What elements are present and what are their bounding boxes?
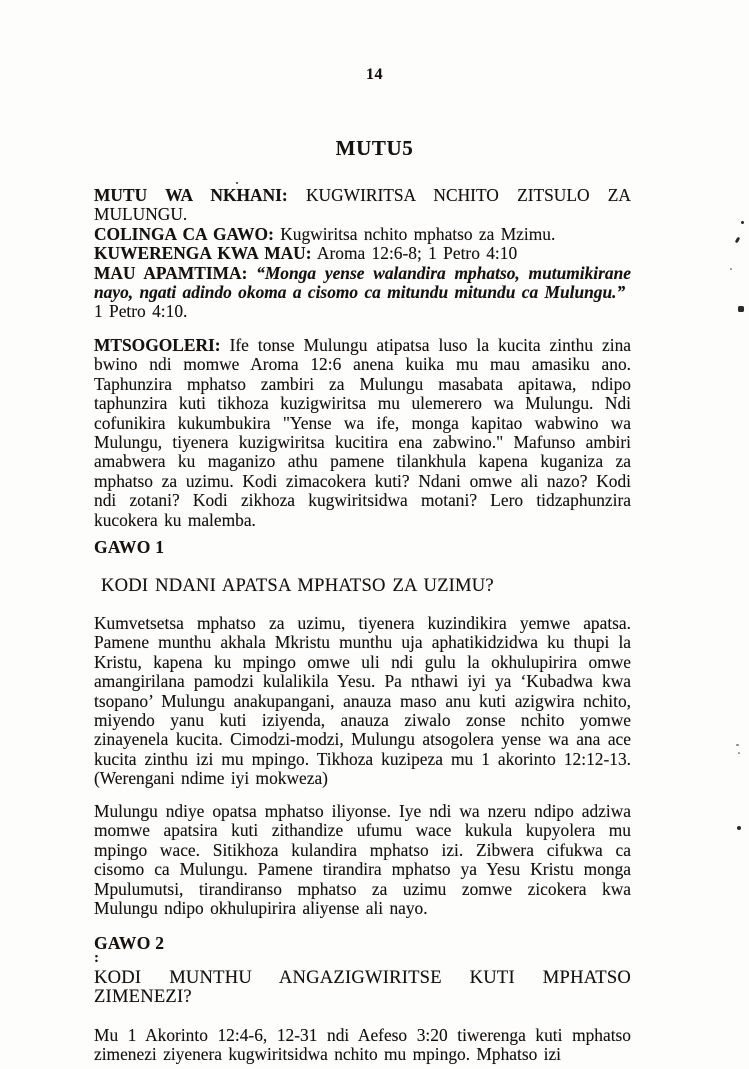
intro-block: [94, 336, 631, 530]
lesson-meta-block: [94, 186, 631, 322]
intro-text: Ife tonse Mulungu atipatsa luso la kucita zinthu zina bwino ndi momwe Aroma 12:6 anena kuika mu mau amasiku ano. Taphunzira mphatso zambiri za Mulungu masabata apitawa, ndipo taphunzira kuti tikhoza kuzigwiritsa mu ulemerero wa Mulungu. Ndi cofunikira kukumbukira "Yense wa ife, monga kapitao wabwino wa Mulungu, tiyenera kuzigwiritsa kucitira ena zabwino." Mafunso ambiri amabwera ku maganizo athu pamene tilankhula kapena kuganiza za mphatso za uzimu. Kodi zimacokera kuti? Ndani omwe ali nazo? Kodi ndi zotani? Kodi zikhoza kugwiritsidwa motani? Lero tidzaphunzira kucokera ku malemba.: [94, 335, 631, 530]
section1-question-block: [94, 576, 631, 595]
memory-quote: “Monga yense walandira mphatso, mutumikirane nayo, ngati adindo okoma a cisomo ca mitundu mitundu ca Mulungu.”: [94, 262, 631, 303]
intro-label: MTSOGOLERI:: [94, 335, 221, 355]
scan-speck: [735, 237, 741, 244]
intro-paragraph: [94, 336, 631, 530]
section1-question: KODI NDANI APATSA MPHATSO ZA UZIMU?: [101, 575, 494, 596]
section2-question-block: [94, 968, 631, 1007]
paragraph-text: Kumvetsetsa mphatso za uzimu, tiyenera kuzindikira yemwe apatsa. Pamene munthu akhala Mkristu munthu uja aphatikidzidwa ku thupi la Kristu, kapena ku mpingo omwe uli ndi gulu la okhulupirira omwe amangirilana pamodzi kulalikila Yesu. Pa nthawi iyi ya ‘Kubadwa kwa tsopano’ Mulungu anakupangani, anauza maso anu kuti azigwira nchito, miyendo yanu kuti iziyenda, anauza ziwalo zonse nchito yomwe zinayenela kucita. Cimodzi-modzi, Mulungu atsogolera yense wa ana ace kucita zinthu izi mu mpingo. Tikhoza kuzipeza mu 1 akorinto 12:12-13. (Werengani ndime iyi mokweza): [94, 613, 631, 789]
page-number: 14: [366, 66, 383, 83]
topic-line: [94, 186, 631, 205]
goal-text: Kugwiritsa nchito mphatso za Mzimu.: [273, 223, 556, 244]
section2-colon-block: [94, 951, 631, 966]
stray-colon-mark: :: [94, 950, 99, 966]
chapter-title: MUTU5: [335, 136, 414, 160]
scan-speck: [738, 752, 740, 754]
section1-paragraph-1: [94, 614, 631, 789]
scan-speck: [736, 744, 739, 746]
topic-line-wrap: MULUNGU.: [94, 204, 188, 225]
section2-question-line1: KODI MUNTHU ANGAZIGWIRITSE KUTI MPHATSO: [94, 967, 631, 988]
memory-verse-line: [94, 264, 631, 303]
section2-question-line2: ZIMENEZI?: [94, 986, 192, 1008]
reading-text: Aroma 12:6-8; 1 Petro 4:10: [311, 243, 518, 264]
paragraph-text: Mulungu ndiye opatsa mphatso iliyonse. Iye ndi wa nzeru ndipo adziwa momwe apatsira kuti zithandize ufumu wace kukula kupyolera mu mpingo wace. Sitikhoza kulandira mphatso izi. Zibwera cifukwa ca cisomo ca Mulungu. Pamene tirandira mphatso ya Yesu Kristu monga Mpulumutsi, tirandiranso mphatso za uzimu zomwe zicokera kwa Mulungu ndipo okhulupirira aliyense ali nayo.: [94, 801, 631, 919]
scan-speck: [236, 182, 238, 184]
memory-label: MAU APAMTIMA:: [94, 262, 248, 283]
section1-paragraph-2: [94, 802, 631, 918]
scan-speck: [741, 221, 744, 224]
topic-text: KUGWIRITSA NCHITO ZITSULO ZA: [287, 185, 631, 205]
reading-label: KUWERENGA KWA MAU:: [94, 243, 312, 264]
topic-label: MUTU WA NKHANI:: [94, 185, 288, 205]
scan-speck: [738, 306, 744, 312]
scan-speck: [737, 826, 741, 830]
section1-heading: GAWO 1: [94, 537, 165, 557]
section2-heading: GAWO 2: [94, 933, 165, 953]
reading-line: [94, 244, 631, 263]
goal-label: COLINGA CA GAWO:: [94, 223, 274, 244]
scan-speck: [730, 268, 732, 270]
goal-line: [94, 225, 631, 244]
section1-heading-block: [94, 538, 631, 557]
paragraph-text: Mu 1 Akorinto 12:4-6, 12-31 ndi Aefeso 3:20 tiwerenga kuti mphatso zimenezi ziyenera kugwiritsidwa nchito mu mpingo. Mphatso izi: [94, 1025, 631, 1065]
section2-paragraph-1: [94, 1026, 631, 1065]
memory-reference: 1 Petro 4:10.: [94, 301, 188, 322]
